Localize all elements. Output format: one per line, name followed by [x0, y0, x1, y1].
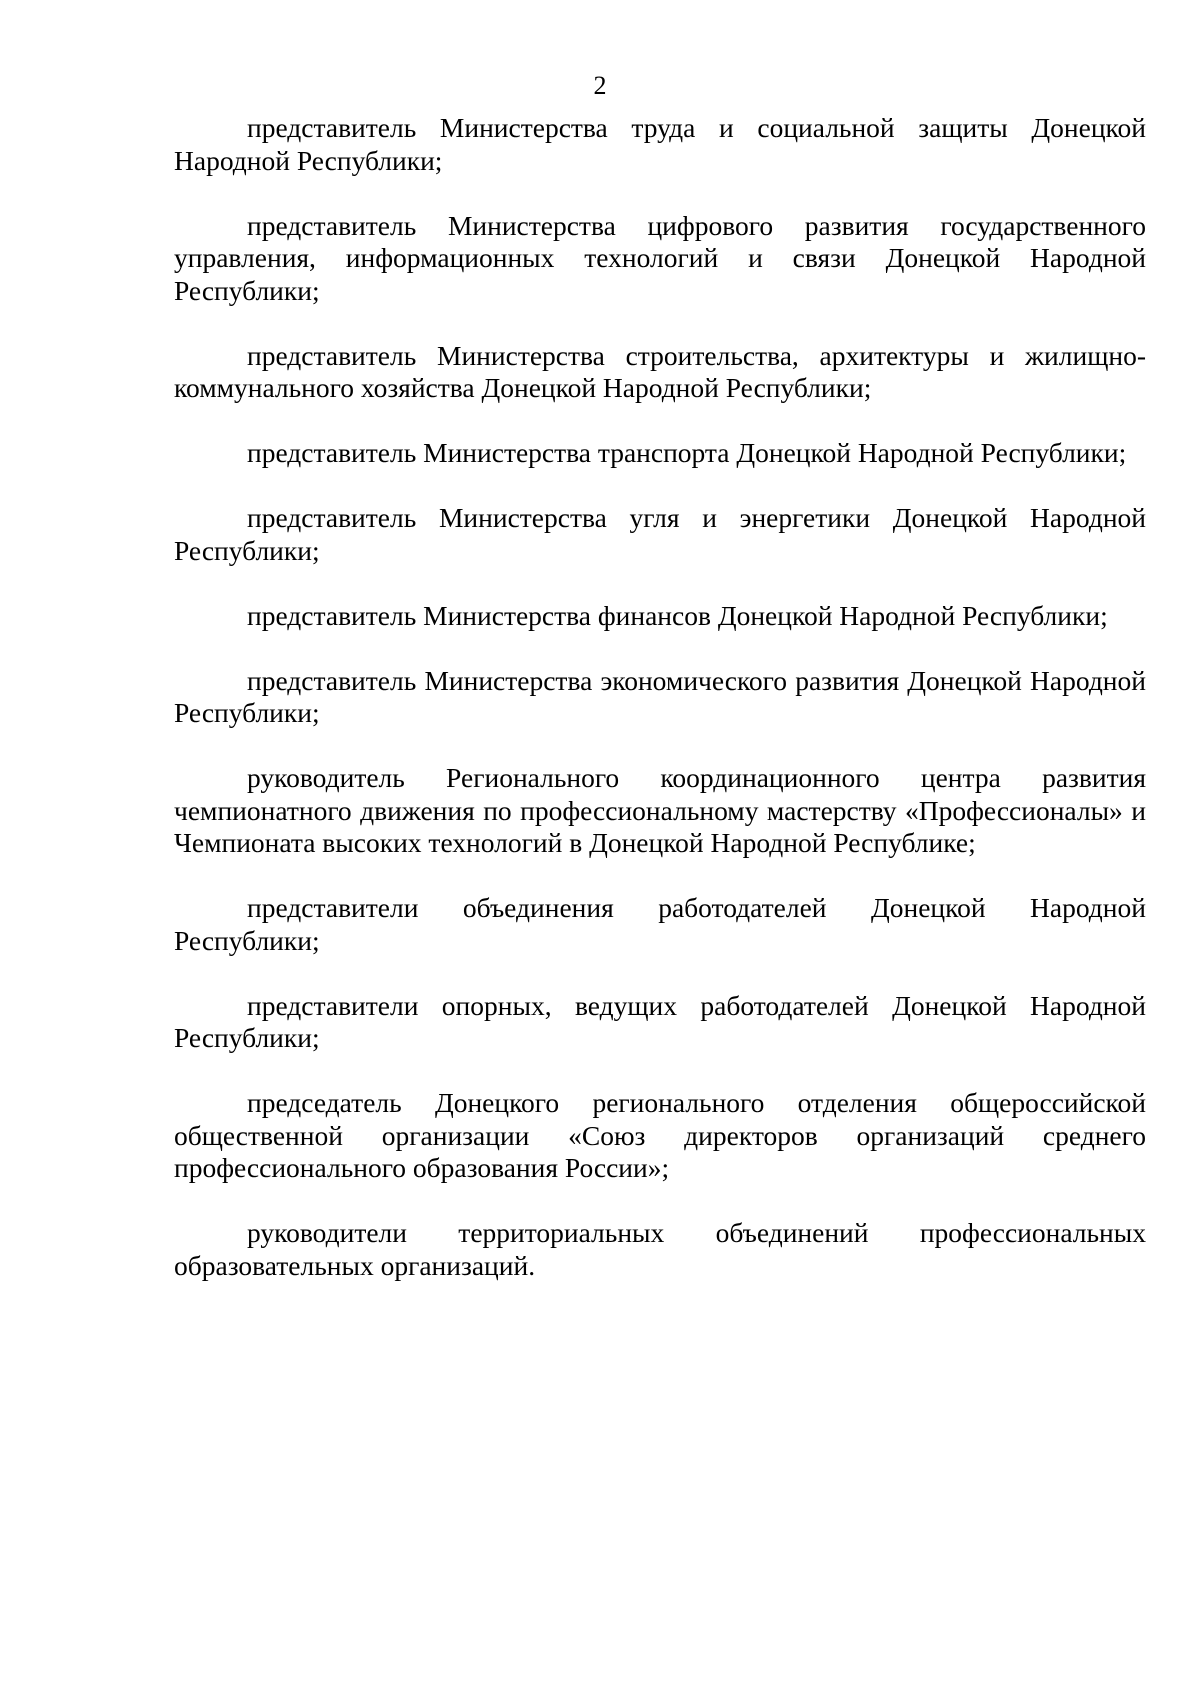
list-item-paragraph: представитель Министерства угля и энергетики Донецкой Народной Республики; [174, 502, 1146, 566]
list-item-paragraph: представитель Министерства цифрового развития государственного управления, информационных технологий и связи Донецкой Народной Республики; [174, 209, 1146, 306]
list-item-paragraph: руководители территориальных объединений профессиональных образовательных организаций. [174, 1217, 1146, 1281]
list-item-paragraph: представители опорных, ведущих работодателей Донецкой Народной Республики; [174, 989, 1146, 1053]
document-body [174, 112, 1146, 1315]
list-item-paragraph: председатель Донецкого регионального отделения общероссийской общественной организации «Союз директоров организаций среднего профессионального образования России»; [174, 1087, 1146, 1183]
list-item-paragraph: представитель Министерства транспорта Донецкой Народной Республики; [247, 437, 1127, 468]
page-number: 2 [593, 71, 607, 100]
list-item-paragraph: представитель Министерства экономического развития Донецкой Народной Республики; [174, 664, 1146, 728]
list-item-paragraph: представитель Министерства труда и социальной защиты Донецкой Народной Республики; [174, 112, 1146, 176]
list-item-paragraph: руководитель Регионального координационного центра развития чемпионатного движения по профессиональному мастерству «Профессионалы» и Чемпионата высоких технологий в Донецкой Народной Республике; [174, 762, 1146, 858]
list-item-paragraph: представитель Министерства финансов Донецкой Народной Республики; [247, 599, 1108, 631]
list-item-paragraph: представители объединения работодателей Донецкой Народной Республики; [174, 892, 1146, 956]
list-item-paragraph: представитель Министерства строительства, архитектуры и жилищно-коммунального хозяйства Донецкой Народной Республики; [174, 339, 1146, 403]
